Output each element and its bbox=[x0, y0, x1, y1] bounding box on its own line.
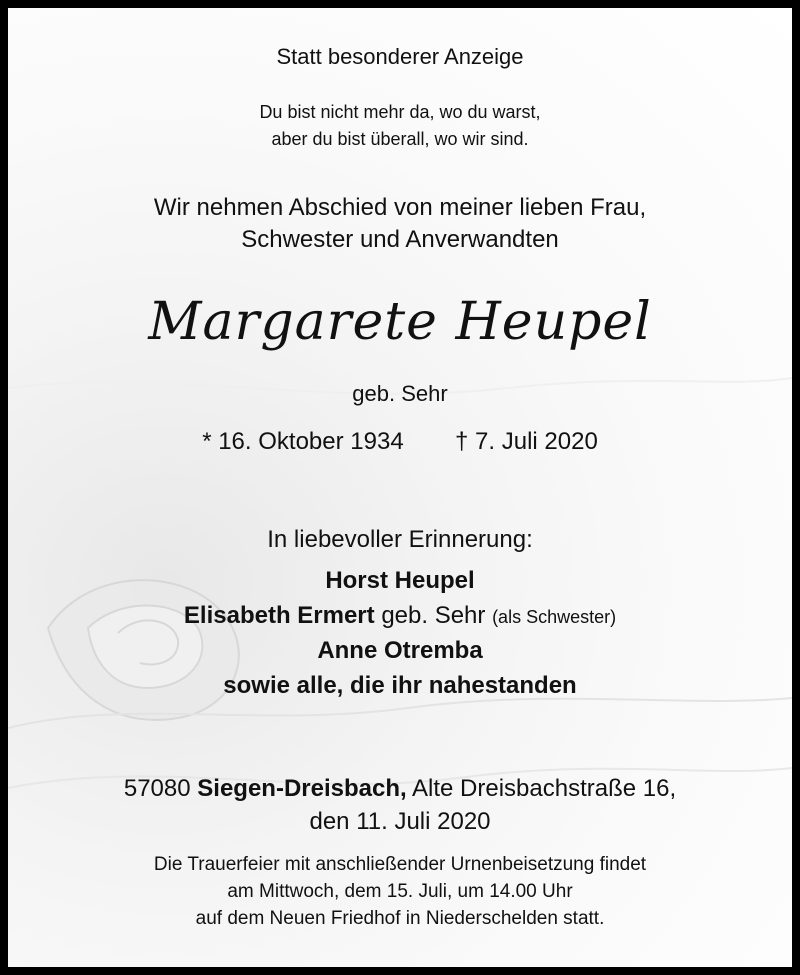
life-dates bbox=[8, 428, 792, 456]
quote-line-1: Du bist nicht mehr da, wo du warst, bbox=[259, 102, 541, 122]
header-text: Statt besonderer Anzeige bbox=[276, 44, 524, 69]
address-city: Siegen-Dreisbach, bbox=[197, 775, 407, 802]
birth-date: * 16. Oktober 1934 bbox=[202, 428, 404, 455]
deceased-name: Margarete Heupel bbox=[148, 292, 652, 352]
ceremony-line-2: am Mittwoch, dem 15. Juli, um 14.00 Uhr bbox=[227, 881, 573, 902]
mourner-2-name: Elisabeth Ermert bbox=[183, 602, 375, 629]
notice-date: den 11. Juli 2020 bbox=[309, 808, 491, 835]
mourner-2-born: geb. Sehr bbox=[381, 602, 486, 629]
quote-line-2: aber du bist überall, wo wir sind. bbox=[271, 129, 529, 149]
farewell-line-2: Schwester und Anverwandten bbox=[241, 226, 559, 253]
farewell-line-1: Wir nehmen Abschied von meiner lieben Frau, bbox=[153, 194, 647, 221]
memory-heading: In liebevoller Erinnerung: bbox=[267, 526, 533, 553]
maiden-name: geb. Sehr bbox=[352, 381, 448, 406]
ceremony-line-3: auf dem Neuen Friedhof in Niederschelden statt. bbox=[195, 908, 605, 929]
address-street: Alte Dreisbachstraße 16, bbox=[412, 775, 677, 802]
address-line bbox=[8, 775, 792, 803]
mourners-others: sowie alle, die ihr nahestanden bbox=[223, 672, 577, 699]
mourner-2-relation: (als Schwester) bbox=[492, 607, 617, 627]
death-date: † 7. Juli 2020 bbox=[455, 428, 598, 455]
address-postcode: 57080 bbox=[123, 775, 191, 802]
ceremony-line-1: Die Trauerfeier mit anschließender Urnenbeisetzung findet bbox=[153, 854, 647, 875]
mourner-2 bbox=[8, 602, 792, 630]
mourner-1: Horst Heupel bbox=[325, 567, 475, 594]
mourner-3: Anne Otremba bbox=[317, 637, 483, 664]
